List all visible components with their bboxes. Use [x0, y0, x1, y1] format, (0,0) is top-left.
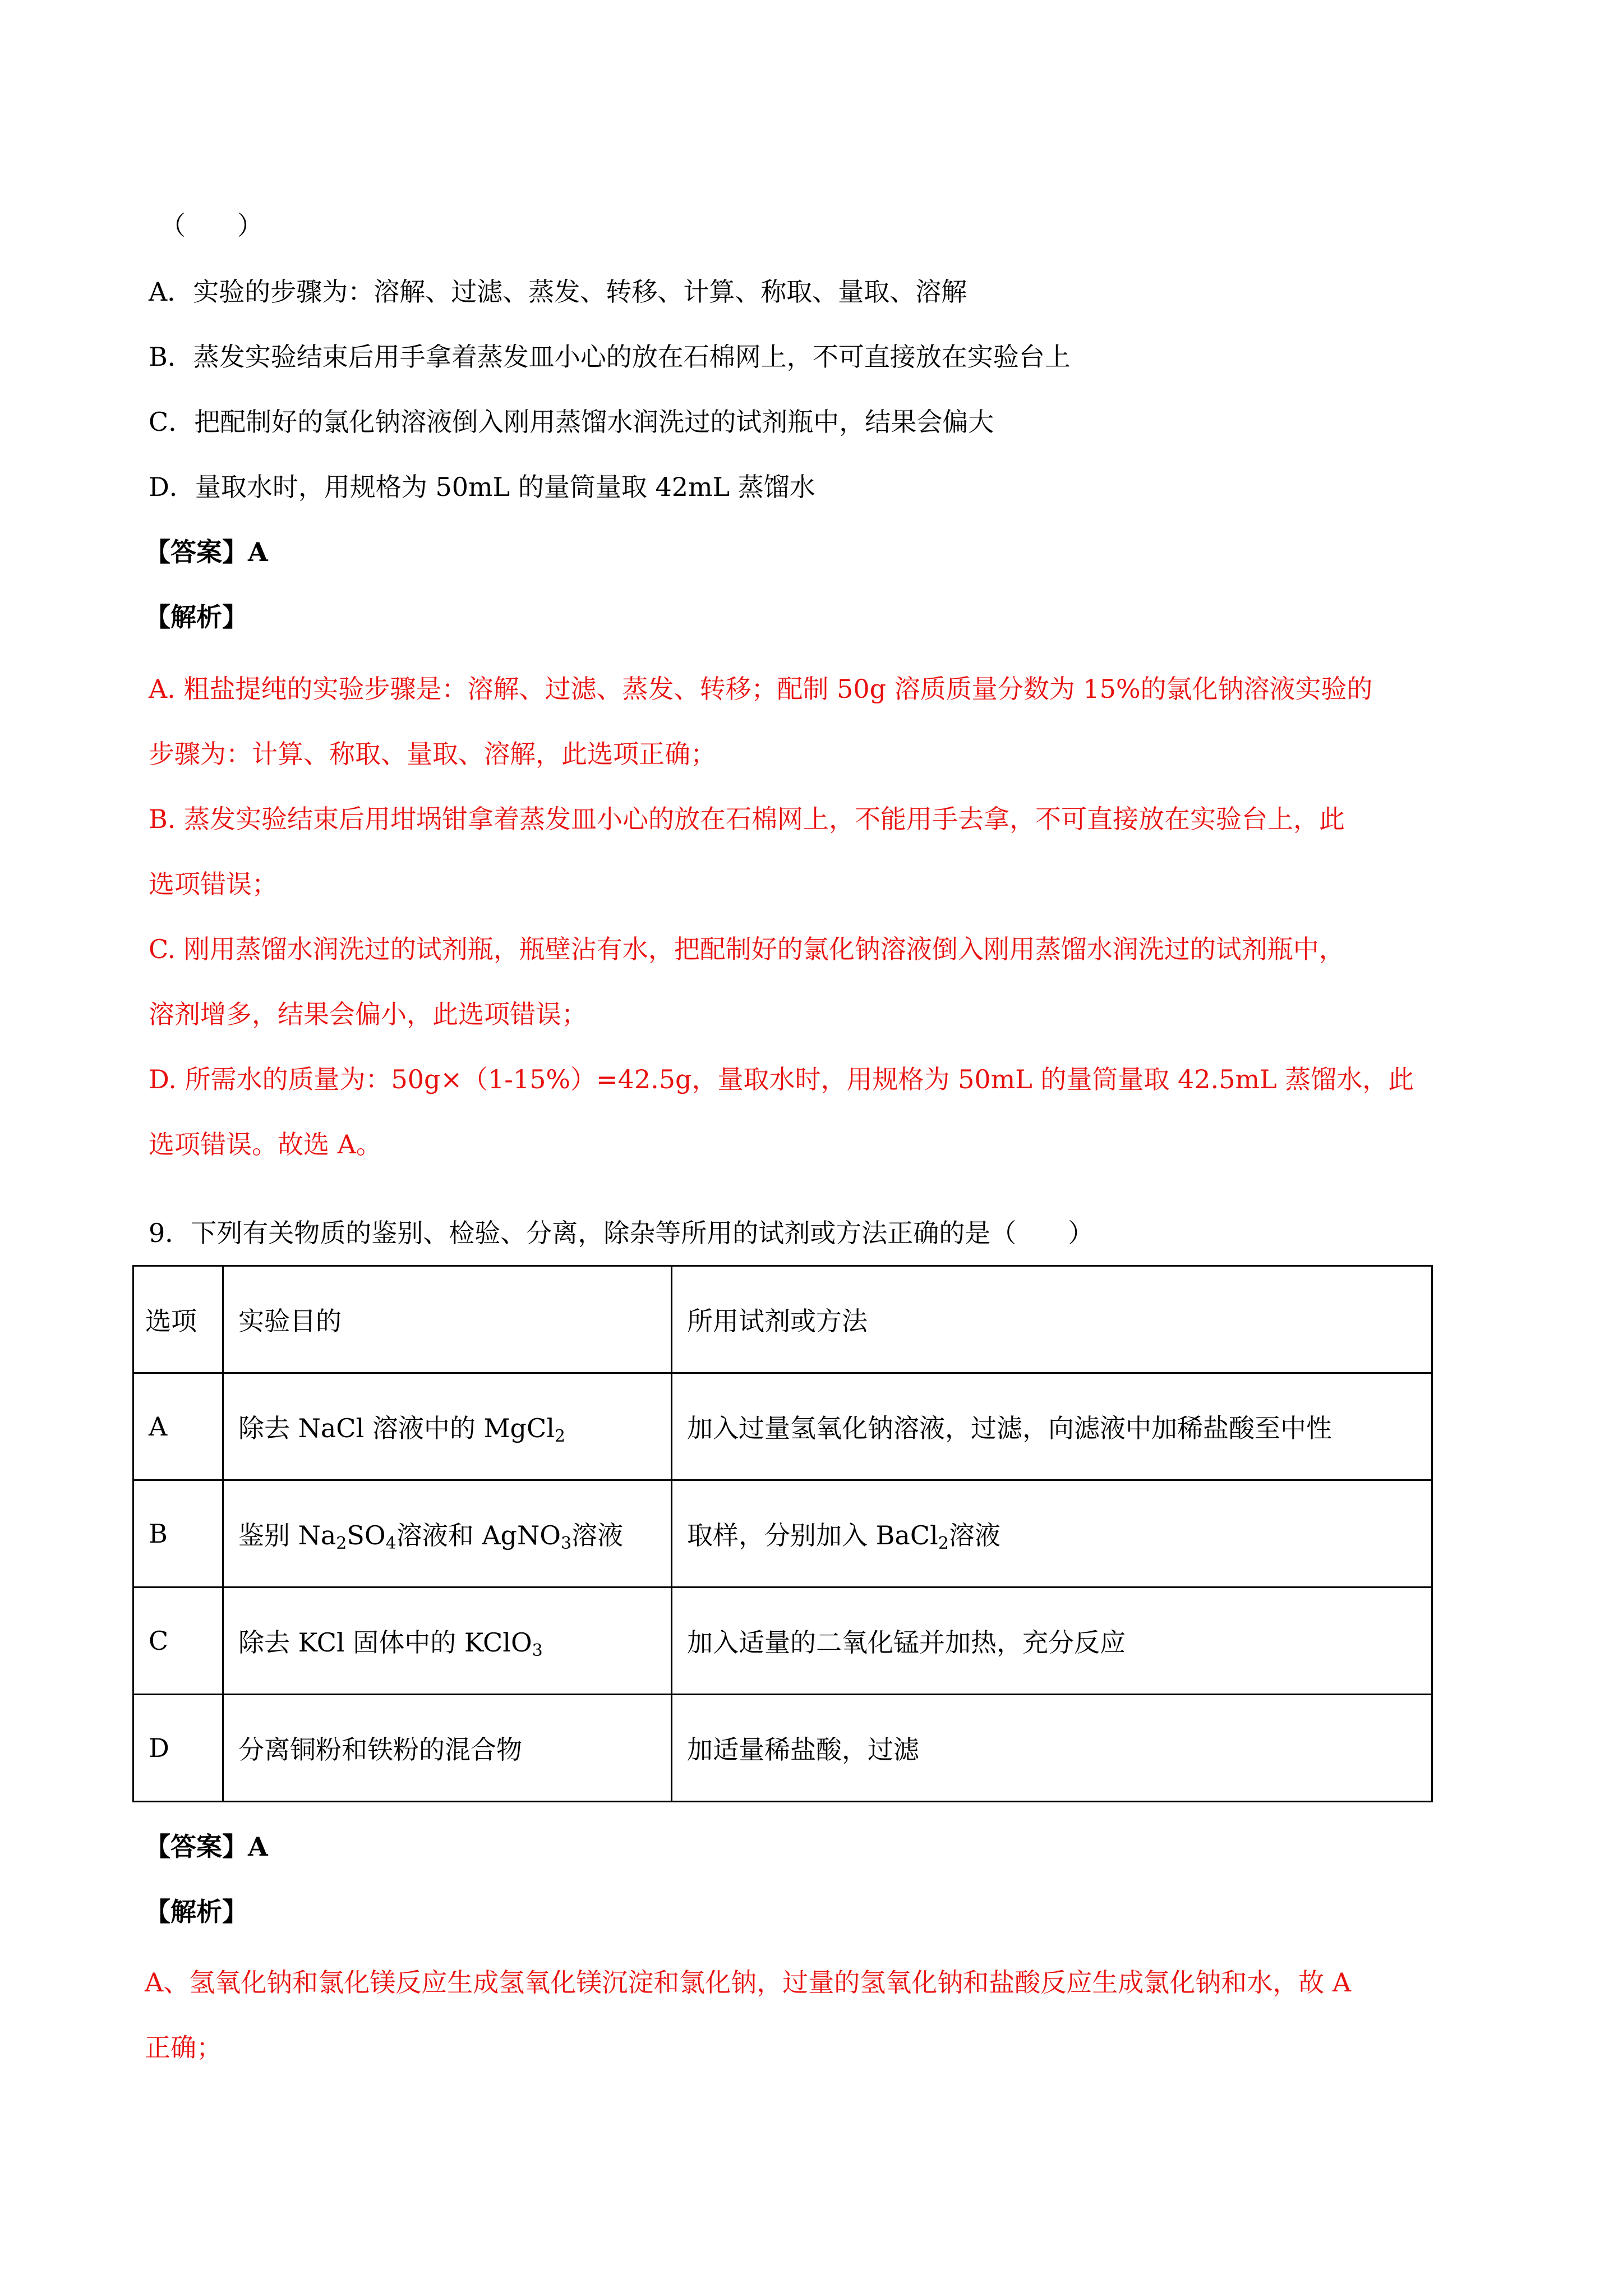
row-method: 加入过量氢氧化钠溶液，过滤，向滤液中加稀盐酸至中性: [672, 1373, 1432, 1480]
table-row: [133, 1480, 1432, 1588]
subscript: 3: [560, 1534, 572, 1553]
analysis-line: D. 所需水的质量为：50g×（1-15%）=42.5g，量取水时，用规格为 50mL 的量筒量取 42.5mL 蒸馏水，此: [149, 1064, 1414, 1094]
option-b: B．蒸发实验结束后用手拿着蒸发皿小心的放在石棉网上，不可直接放在实验台上: [149, 342, 1071, 372]
analysis-line: 选项错误。故选 A。: [149, 1129, 382, 1159]
analysis-heading: 【解析】: [145, 1897, 248, 1927]
row-option: A: [133, 1373, 223, 1480]
table-row: [133, 1588, 1432, 1695]
table-row: [133, 1373, 1432, 1480]
purpose-text: 鉴别 Na: [238, 1520, 336, 1550]
purpose-text: 除去 NaCl 溶液中的 MgCl: [238, 1413, 555, 1443]
method-text: 取样，分别加入 BaCl: [687, 1520, 938, 1550]
purpose-text: 溶液: [571, 1520, 624, 1550]
row-purpose: [223, 1480, 672, 1588]
analysis-line: C. 刚用蒸馏水润洗过的试剂瓶，瓶壁沾有水，把配制好的氯化钠溶液倒入刚用蒸馏水润洗过的试剂瓶中，: [149, 934, 1345, 964]
question-bracket: （ ）: [160, 210, 263, 241]
analysis-line: 溶剂增多，结果会偏小，此选项错误；: [149, 999, 587, 1029]
analysis-heading: 【解析】: [145, 602, 248, 632]
row-purpose: 分离铜粉和铁粉的混合物: [223, 1695, 672, 1802]
row-method: 加适量稀盐酸，过滤: [672, 1695, 1432, 1802]
subscript: 4: [385, 1534, 396, 1553]
answer-label: 【答案】A: [145, 1832, 268, 1862]
analysis-line: B. 蒸发实验结束后用坩埚钳拿着蒸发皿小心的放在石棉网上，不能用手去拿，不可直接放在实验台上，此: [149, 804, 1345, 834]
row-option: C: [133, 1588, 223, 1695]
subscript: 2: [336, 1534, 347, 1553]
options-table: [132, 1265, 1433, 1802]
purpose-text: 溶液和 AgNO: [396, 1520, 561, 1550]
answer-label: 【答案】A: [145, 537, 268, 567]
analysis-line: 正确；: [145, 2032, 222, 2063]
row-method: [672, 1480, 1432, 1588]
subscript: 3: [532, 1641, 543, 1660]
purpose-text: 除去 KCl 固体中的 KClO: [238, 1627, 532, 1658]
row-option: D: [133, 1695, 223, 1802]
row-purpose: [223, 1373, 672, 1480]
table-row: [133, 1695, 1432, 1802]
analysis-line: A. 粗盐提纯的实验步骤是：溶解、过滤、蒸发、转移；配制 50g 溶质质量分数为 15%的氯化钠溶液实验的: [149, 674, 1373, 704]
header-method: 所用试剂或方法: [672, 1266, 1432, 1373]
row-option: B: [133, 1480, 223, 1588]
question-9-stem: 9．下列有关物质的鉴别、检验、分离，除杂等所用的试剂或方法正确的是（ ）: [149, 1218, 1094, 1248]
table-header-row: [133, 1266, 1432, 1373]
header-purpose: 实验目的: [223, 1266, 672, 1373]
analysis-line: 步骤为：计算、称取、量取、溶解，此选项正确；: [149, 739, 716, 769]
option-a: A．实验的步骤为：溶解、过滤、蒸发、转移、计算、称取、量取、溶解: [149, 277, 967, 307]
subscript: 2: [554, 1427, 565, 1446]
row-purpose: [223, 1588, 672, 1695]
option-c: C．把配制好的氯化钠溶液倒入刚用蒸馏水润洗过的试剂瓶中，结果会偏大: [149, 407, 994, 437]
header-option: 选项: [133, 1266, 223, 1373]
method-text: 溶液: [948, 1520, 1000, 1550]
purpose-text: SO: [347, 1520, 386, 1550]
analysis-line: 选项错误；: [149, 869, 278, 899]
row-method: 加入适量的二氧化锰并加热，充分反应: [672, 1588, 1432, 1695]
subscript: 2: [938, 1534, 949, 1553]
option-d: D．量取水时，用规格为 50mL 的量筒量取 42mL 蒸馏水: [149, 472, 815, 502]
analysis-line: A、氢氧化钠和氯化镁反应生成氢氧化镁沉淀和氯化钠，过量的氢氧化钠和盐酸反应生成氯化钠和水，故 A: [145, 1967, 1352, 1998]
